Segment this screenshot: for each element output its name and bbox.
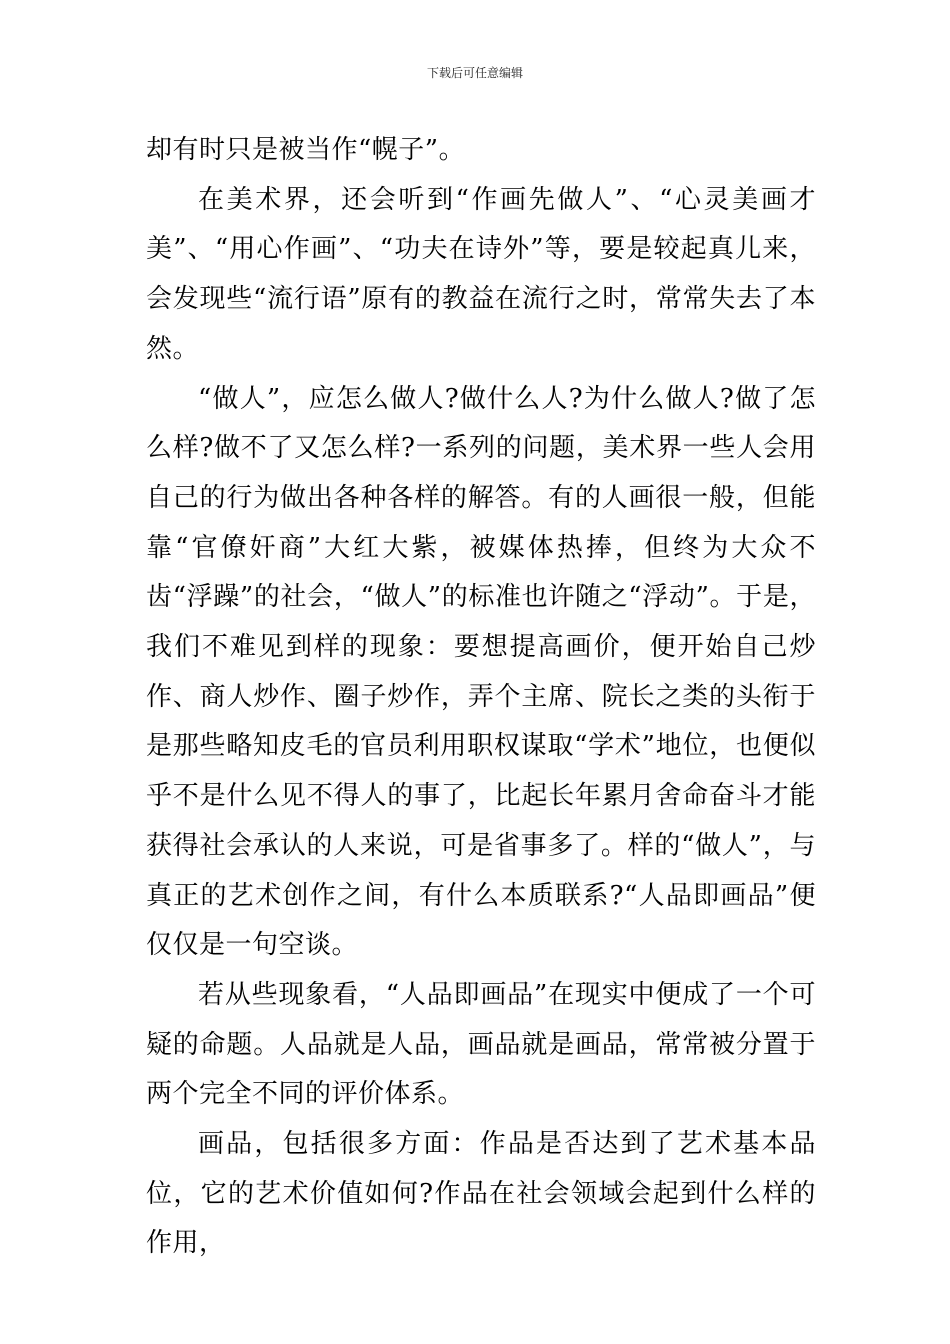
document-body [146, 126, 816, 1269]
paragraph: 若从些现象看，“人品即画品”在现实中便成了一个可疑的命题。人品就是人品，画品就是画品，常常被分置于两个完全不同的评价体系。 [146, 979, 816, 1110]
paragraph-continuation: 却有时只是被当作“幌子”。 [146, 135, 466, 165]
paragraph: 在美术界，还会听到“作画先做人”、“心灵美画才美”、“用心作画”、“功夫在诗外”等，要是较起真儿来，会发现些“流行语”原有的教益在流行之时，常常失去了本然。 [146, 184, 816, 364]
paragraph: 画品，包括很多方面：作品是否达到了艺术基本品位，它的艺术价值如何?作品在社会领域会起到什么样的作用， [146, 1129, 816, 1259]
page-header: 下载后可任意编辑 [426, 66, 523, 80]
paragraph: “做人”，应怎么做人?做什么人?为什么做人?做了怎么样?做不了又怎么样?一系列的问题，美术界一些人会用自己的行为做出各种各样的解答。有的人画很一般，但能靠“官僚奸商”大红大紫，被媒体热捧，但终为大众不齿“浮躁”的社会，“做人”的标准也许随之“浮动”。于是，我们不难见到样的现象：要想提高画价，便开始自己炒作、商人炒作、圈子炒作，弄个主席、院长之类的头衔于是那些略知皮毛的官员利用职权谋取“学术”地位，也便似乎不是什么见不得人的事了，比起长年累月舍命奋斗才能获得社会承认的人来说，可是省事多了。样的“做人”，与真正的艺术创作之间，有什么本质联系?“人品即画品”便仅仅是一句空谈。 [146, 383, 816, 961]
